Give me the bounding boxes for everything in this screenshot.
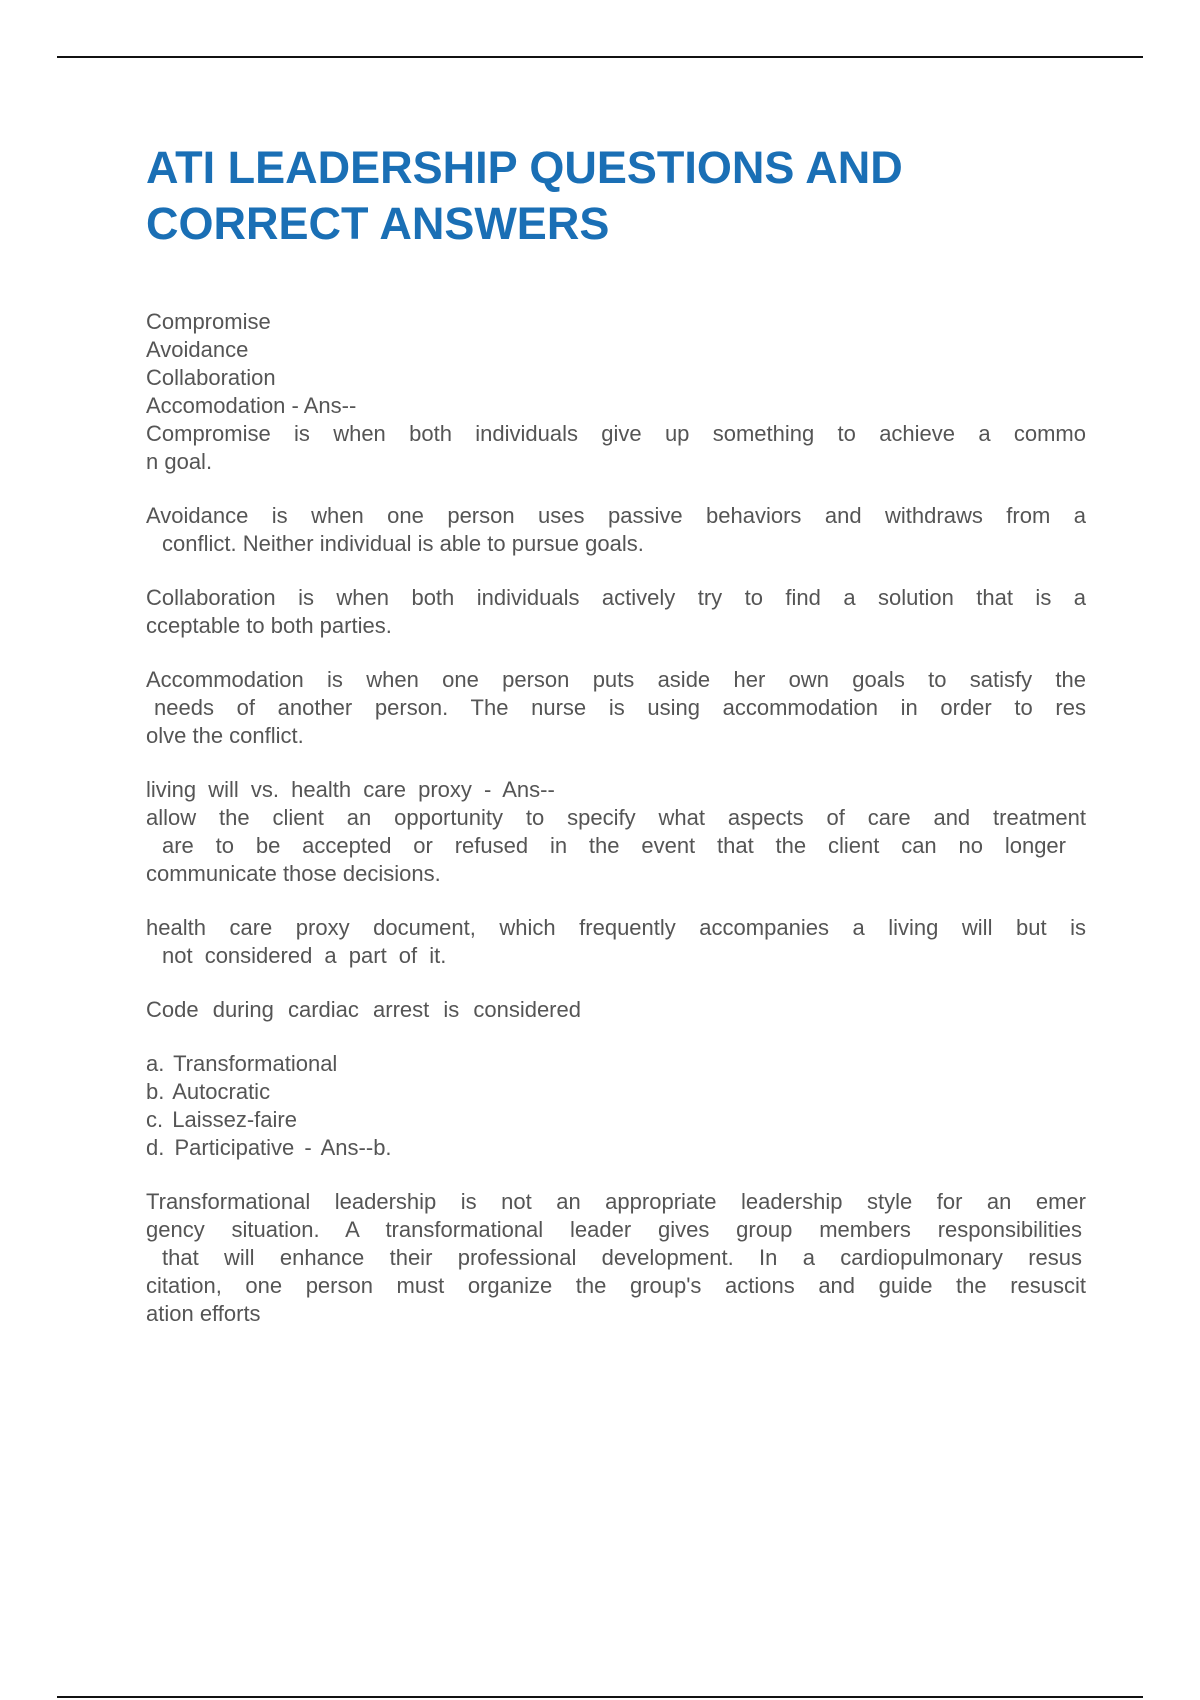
q1-option: Compromise (146, 309, 271, 334)
question-3-text: Code during cardiac arrest is considered (146, 997, 581, 1022)
q3-option: c. Laissez-faire (146, 1107, 297, 1132)
paragraph-line: Avoidance is when one person uses passive behaviors and withdraws from a (146, 503, 1086, 528)
answer-line: communicate those decisions. (146, 861, 441, 886)
question-3-options (146, 1050, 1086, 1162)
paragraph-line: Collaboration is when both individuals actively try to find a solution that is a (146, 585, 1086, 610)
paragraph-line: cceptable to both parties. (146, 613, 392, 638)
question-2-text: living will vs. health care proxy - Ans-- (146, 777, 555, 802)
paragraph-line: citation, one person must organize the group's actions and guide the resuscit (146, 1273, 1086, 1298)
paragraph-line: that will enhance their professional development. In a cardiopulmonary resus (162, 1245, 1082, 1270)
paragraph-line: needs of another person. The nurse is using accommodation in order to res (154, 695, 1086, 720)
health-care-proxy-paragraph (146, 914, 1086, 970)
q1-option: Accomodation - Ans-- (146, 393, 357, 418)
answer-line: Compromise is when both individuals give up something to achieve a commo (146, 421, 1086, 446)
question-3 (146, 996, 1086, 1024)
top-rule (57, 56, 1143, 58)
avoidance-paragraph (146, 502, 1086, 558)
paragraph-line: not considered a part of it. (162, 943, 447, 968)
paragraph-line: gency situation. A transformational leader gives group members responsibilities (146, 1217, 1082, 1242)
question-1-options (146, 308, 1086, 420)
q3-option: b. Autocratic (146, 1079, 271, 1104)
paragraph-line: ation efforts (146, 1301, 261, 1326)
paragraph-line: olve the conflict. (146, 723, 304, 748)
q3-option: a. Transformational (146, 1051, 338, 1076)
paragraph-line: health care proxy document, which frequently accompanies a living will but is (146, 915, 1086, 940)
q1-option: Avoidance (146, 337, 249, 362)
paragraph-line: conflict. Neither individual is able to pursue goals. (162, 531, 644, 556)
answer-line: n goal. (146, 449, 213, 474)
question-1-answer (146, 420, 1086, 476)
answer-line: allow the client an opportunity to specify what aspects of care and treatment (146, 805, 1086, 830)
collaboration-paragraph (146, 584, 1086, 640)
title-line-2: CORRECT ANSWERS (146, 198, 610, 249)
question-2 (146, 776, 1086, 888)
bottom-rule (57, 1696, 1143, 1698)
paragraph-line: Accommodation is when one person puts aside her own goals to satisfy the (146, 667, 1086, 692)
answer-line: are to be accepted or refused in the event that the client can no longer (162, 833, 1066, 858)
document-body (146, 140, 1086, 1328)
qa-content (146, 308, 1086, 1328)
document-title (146, 140, 1086, 252)
accommodation-paragraph (146, 666, 1086, 750)
transformational-paragraph (146, 1188, 1086, 1328)
q1-option: Collaboration (146, 365, 276, 390)
q3-option: d. Participative - Ans--b. (146, 1135, 392, 1160)
paragraph-line: Transformational leadership is not an appropriate leadership style for an emer (146, 1189, 1086, 1214)
title-line-1: ATI LEADERSHIP QUESTIONS AND (146, 142, 903, 193)
